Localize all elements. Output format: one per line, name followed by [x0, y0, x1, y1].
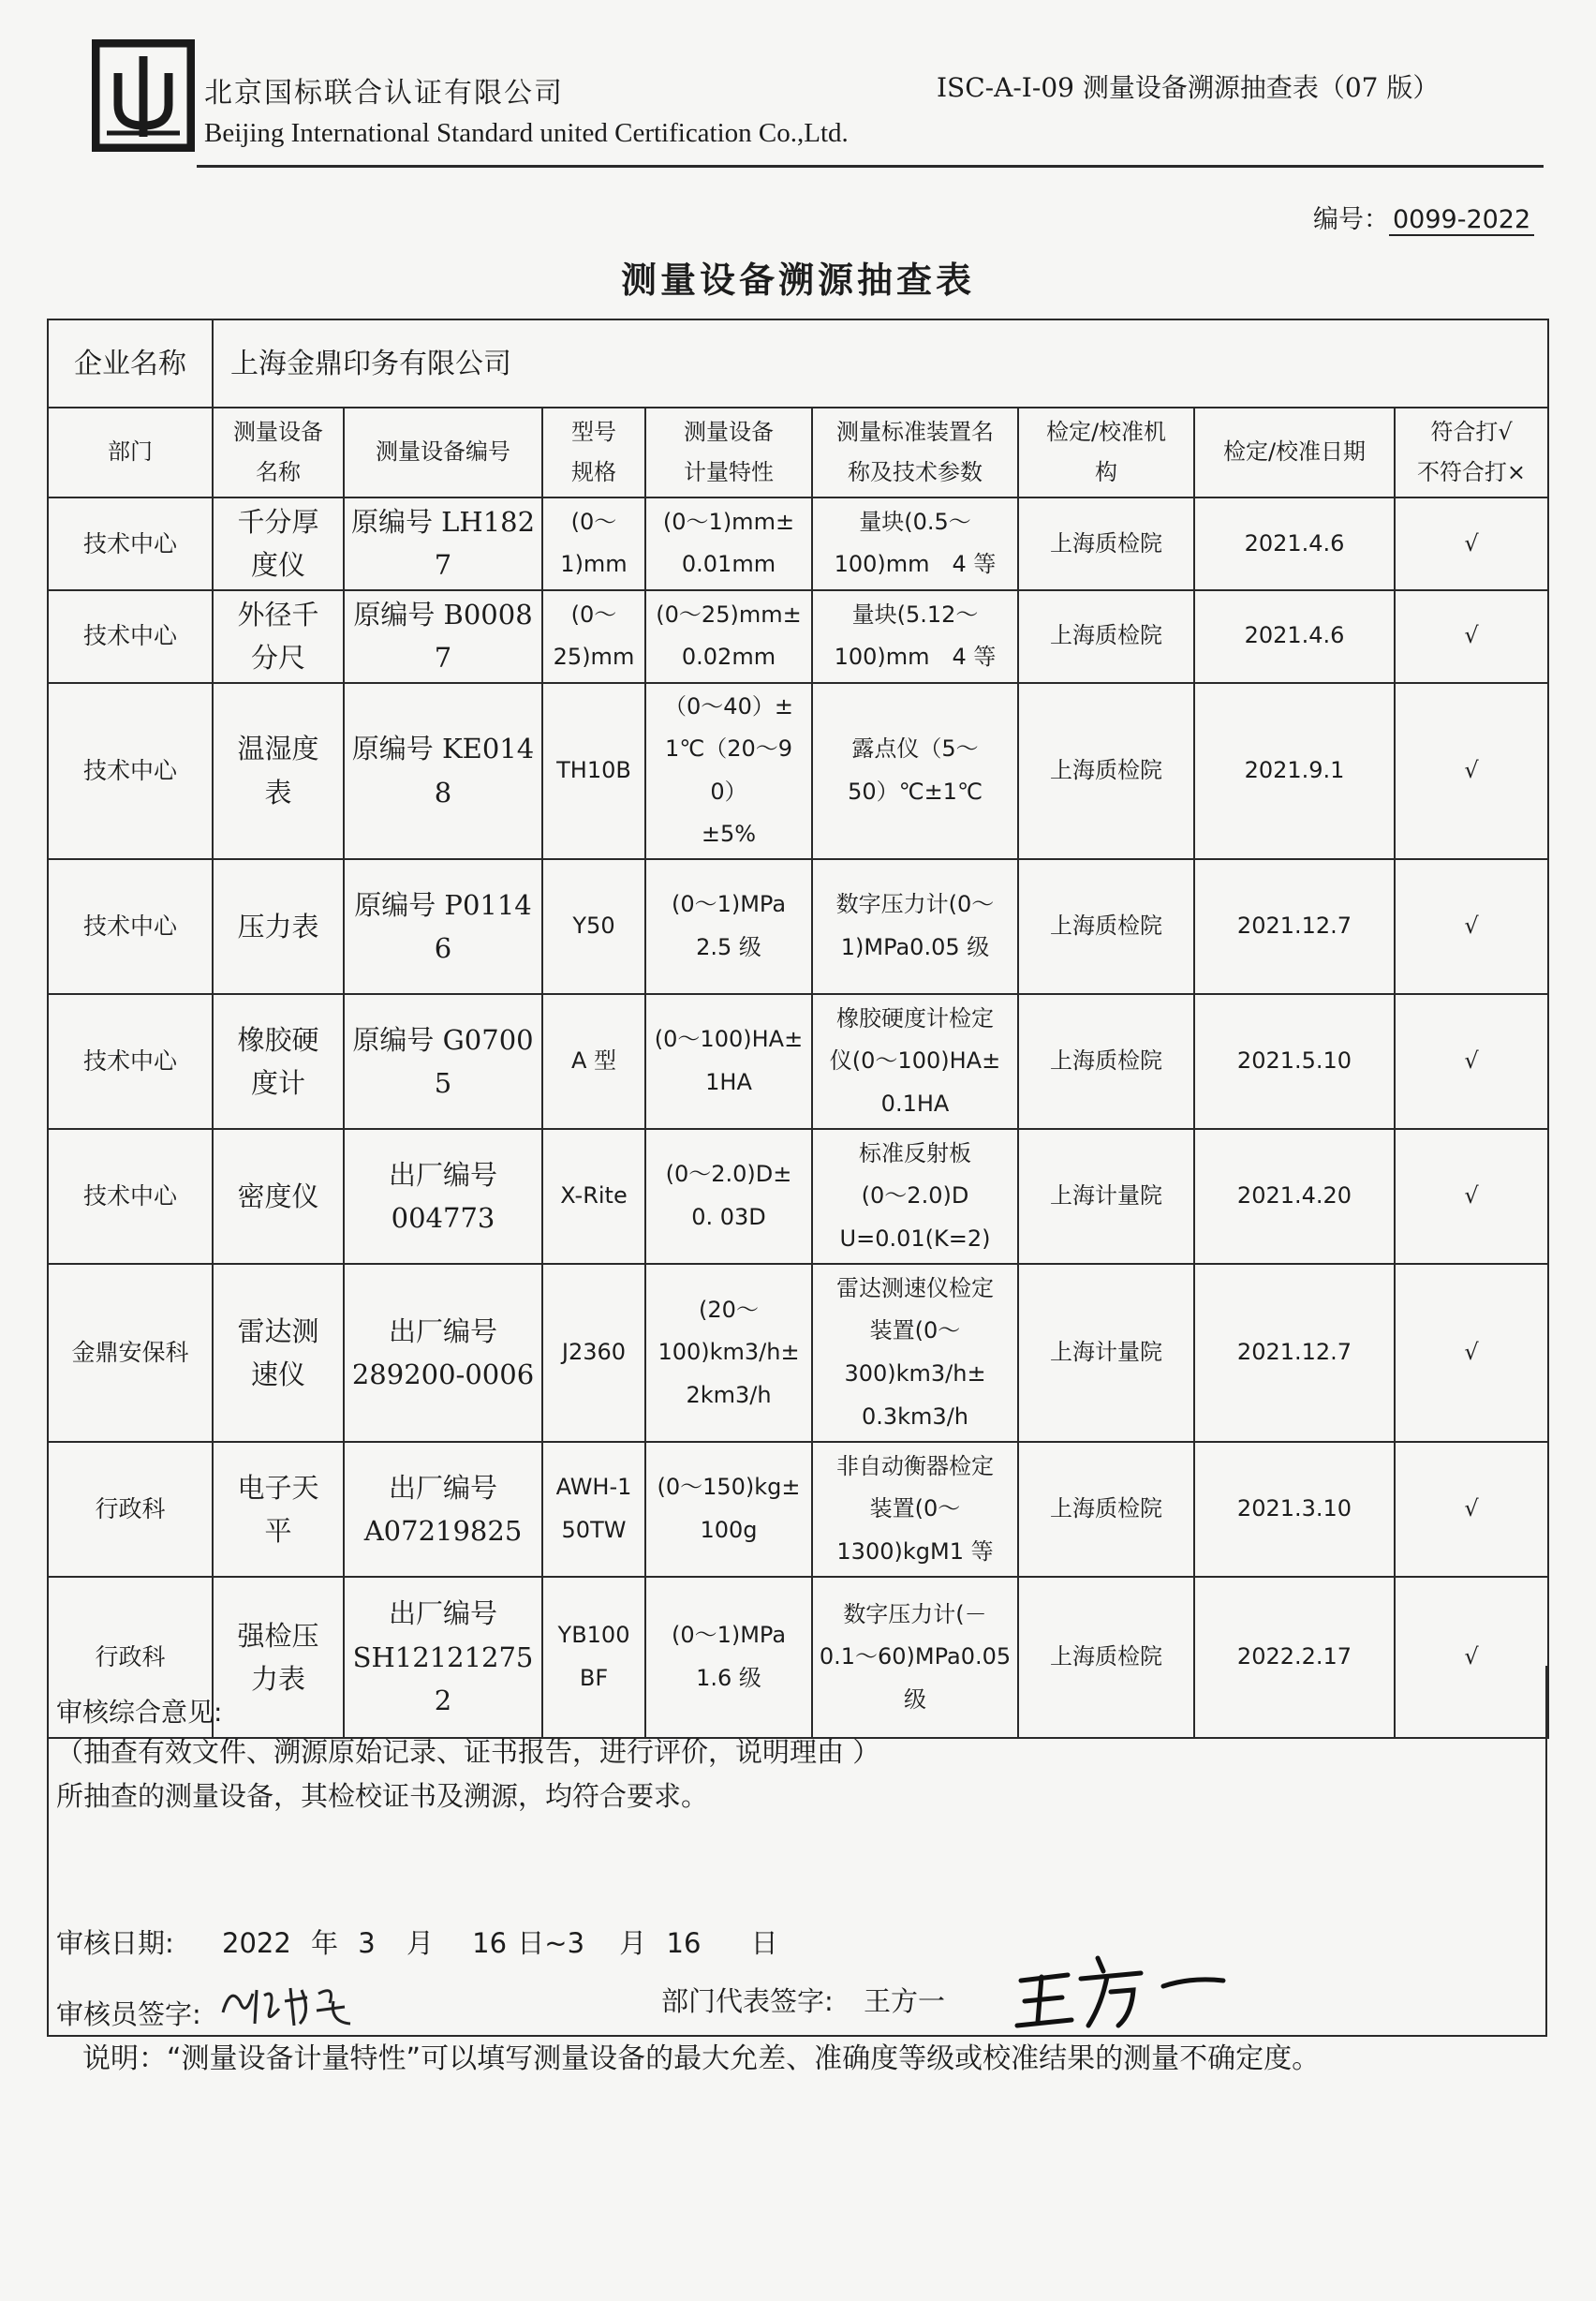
page-title: 测量设备溯源抽查表 [620, 260, 975, 301]
cell-check: √ [1395, 683, 1548, 859]
cell-institution: 上海质检院 [1018, 497, 1194, 590]
enterprise-row [48, 319, 1548, 408]
table-row [48, 497, 1548, 590]
cell-name: 电子天 平 [213, 1442, 344, 1577]
header-check: 符合打√ 不符合打× [1395, 408, 1548, 497]
document-code: ISC-A-I-09 测量设备溯源抽查表（07 版） [937, 72, 1440, 103]
cell-institution: 上海质检院 [1018, 1577, 1194, 1738]
cell-date: 2021.12.7 [1194, 1264, 1395, 1442]
equipment-table [47, 319, 1549, 1739]
cell-institution: 上海质检院 [1018, 590, 1194, 683]
cell-code: 原编号 G07005 [344, 994, 542, 1129]
header-code: 测量设备编号 [344, 408, 542, 497]
cell-spec: X-Rite [542, 1129, 645, 1264]
table-row [48, 590, 1548, 683]
cell-check: √ [1395, 1442, 1548, 1577]
cell-metrology: (0～25)mm± 0.02mm [645, 590, 812, 683]
cell-check: √ [1395, 497, 1548, 590]
cell-institution: 上海质检院 [1018, 994, 1194, 1129]
dept-rep-signature-image [1013, 1949, 1229, 2033]
date-day-start: 16 [472, 1927, 508, 1959]
date-label: 审核日期: [56, 1927, 174, 1959]
cell-standard: 量块(0.5～ 100)mm 4 等 [812, 497, 1018, 590]
cell-standard: 雷达测速仪检定 装置(0～ 300)km3/h± 0.3km3/h [812, 1264, 1018, 1442]
enterprise-value: 上海金鼎印务有限公司 [213, 319, 1548, 408]
header-divider [197, 165, 1544, 168]
cell-date: 2022.2.17 [1194, 1577, 1395, 1738]
cell-dept: 技术中心 [48, 497, 213, 590]
cell-code: 出厂编号 004773 [344, 1129, 542, 1264]
cell-dept: 技术中心 [48, 859, 213, 994]
cell-spec: A 型 [542, 994, 645, 1129]
cell-name: 外径千 分尺 [213, 590, 344, 683]
serial-number [1313, 199, 1534, 235]
header-standard: 测量标准装置名 称及技术参数 [812, 408, 1018, 497]
header-metrology: 测量设备 计量特性 [645, 408, 812, 497]
cell-spec: J2360 [542, 1264, 645, 1442]
company-name-en: Beijing International Standard united Certification Co.,Ltd. [204, 118, 849, 148]
cell-institution: 上海计量院 [1018, 1264, 1194, 1442]
cell-metrology: (0～1)mm± 0.01mm [645, 497, 812, 590]
footnote: 说明：“测量设备计量特性”可以填写测量设备的最大允差、准确度等级或校准结果的测量不确定度。 [82, 2042, 1321, 2075]
cell-institution: 上海计量院 [1018, 1129, 1194, 1264]
cell-spec: Y50 [542, 859, 645, 994]
cell-dept: 技术中心 [48, 1129, 213, 1264]
date-day-end: 16 [666, 1927, 702, 1959]
cell-code: 出厂编号 289200-0006 [344, 1264, 542, 1442]
cell-code: 原编号 B00087 [344, 590, 542, 683]
cell-code: 原编号 LH1827 [344, 497, 542, 590]
day-unit: 日 [750, 1927, 778, 1959]
cell-date: 2021.9.1 [1194, 683, 1395, 859]
company-name-cn: 北京国标联合认证有限公司 [204, 77, 564, 110]
header-name: 测量设备 名称 [213, 408, 344, 497]
date-month-start: 3 [358, 1927, 376, 1959]
isc-logo-icon [92, 39, 195, 152]
cell-institution: 上海质检院 [1018, 859, 1194, 994]
cell-check: √ [1395, 859, 1548, 994]
month-unit: 月 [406, 1927, 434, 1959]
cell-standard: 量块(5.12～ 100)mm 4 等 [812, 590, 1018, 683]
cell-name: 密度仪 [213, 1129, 344, 1264]
cell-institution: 上海质检院 [1018, 683, 1194, 859]
cell-metrology: (0～150)kg± 100g [645, 1442, 812, 1577]
cell-code: 原编号 KE0148 [344, 683, 542, 859]
cell-date: 2021.4.20 [1194, 1129, 1395, 1264]
cell-check: √ [1395, 1129, 1548, 1264]
cell-date: 2021.4.6 [1194, 497, 1395, 590]
cell-metrology: (0～1)MPa 2.5 级 [645, 859, 812, 994]
cell-code: 原编号 P01146 [344, 859, 542, 994]
dept-rep-signature-label: 部门代表签字: [661, 1985, 834, 2017]
header-dept: 部门 [48, 408, 213, 497]
day-range: 日~3 [517, 1927, 585, 1959]
cell-metrology: (0～100)HA± 1HA [645, 994, 812, 1129]
cell-standard: 数字压力计(0～ 1)MPa0.05 级 [812, 859, 1018, 994]
table-row [48, 683, 1548, 859]
review-title: 审核综合意见: [56, 1697, 223, 1728]
cell-dept: 金鼎安保科 [48, 1264, 213, 1442]
cell-code: 出厂编号 SH121212752 [344, 1577, 542, 1738]
reviewer-signature-label: 审核员签字: [56, 1998, 201, 2030]
enterprise-label: 企业名称 [48, 319, 213, 408]
cell-date: 2021.5.10 [1194, 994, 1395, 1129]
cell-standard: 数字压力计(－ 0.1～60)MPa0.05 级 [812, 1577, 1018, 1738]
table-row [48, 1264, 1548, 1442]
cell-date: 2021.4.6 [1194, 590, 1395, 683]
cell-standard: 标准反射板 (0～2.0)D U=0.01(K=2) [812, 1129, 1018, 1264]
cell-check: √ [1395, 1577, 1548, 1738]
cell-metrology: (0～1)MPa 1.6 级 [645, 1577, 812, 1738]
cell-check: √ [1395, 590, 1548, 683]
cell-institution: 上海质检院 [1018, 1442, 1194, 1577]
cell-code: 出厂编号 A07219825 [344, 1442, 542, 1577]
review-hint: （抽查有效文件、溯源原始记录、证书报告，进行评价，说明理由 ） [56, 1736, 880, 1768]
header-institution: 检定/校准机 构 [1018, 408, 1194, 497]
cell-name: 温湿度 表 [213, 683, 344, 859]
cell-dept: 技术中心 [48, 590, 213, 683]
cell-standard: 非自动衡器检定 装置(0～ 1300)kgM1 等 [812, 1442, 1018, 1577]
cell-date: 2021.12.7 [1194, 859, 1395, 994]
cell-check: √ [1395, 994, 1548, 1129]
cell-metrology: (20～ 100)km3/h± 2km3/h [645, 1264, 812, 1442]
review-conclusion: 所抽查的测量设备，其检校证书及溯源，均符合要求。 [56, 1780, 709, 1812]
cell-check: √ [1395, 1264, 1548, 1442]
cell-dept: 行政科 [48, 1577, 213, 1738]
cell-name: 强检压 力表 [213, 1577, 344, 1738]
serial-label: 编号： [1313, 205, 1389, 234]
cell-date: 2021.3.10 [1194, 1442, 1395, 1577]
cell-metrology: (0～2.0)D± 0. 03D [645, 1129, 812, 1264]
date-year: 2022 [222, 1927, 291, 1959]
header-date: 检定/校准日期 [1194, 408, 1395, 497]
table-row [48, 994, 1548, 1129]
review-date [56, 1922, 778, 1961]
month-unit-end: 月 [619, 1927, 647, 1959]
cell-spec: AWH-1 50TW [542, 1442, 645, 1577]
table-header-row [48, 408, 1548, 497]
cell-dept: 行政科 [48, 1442, 213, 1577]
table-row [48, 1129, 1548, 1264]
cell-spec: TH10B [542, 683, 645, 859]
cell-metrology: （0～40）± 1℃（20～90） ±5% [645, 683, 812, 859]
cell-name: 千分厚 度仪 [213, 497, 344, 590]
reviewer-signature-image [214, 1975, 382, 2031]
cell-dept: 技术中心 [48, 683, 213, 859]
cell-spec: YB100 BF [542, 1577, 645, 1738]
cell-spec: (0～ 25)mm [542, 590, 645, 683]
header-spec: 型号 规格 [542, 408, 645, 497]
cell-standard: 橡胶硬度计检定 仪(0～100)HA± 0.1HA [812, 994, 1018, 1129]
cell-dept: 技术中心 [48, 994, 213, 1129]
cell-name: 橡胶硬 度计 [213, 994, 344, 1129]
year-unit: 年 [311, 1927, 339, 1959]
serial-value: 0099-2022 [1389, 205, 1534, 236]
cell-name: 压力表 [213, 859, 344, 994]
table-row [48, 859, 1548, 994]
cell-name: 雷达测 速仪 [213, 1264, 344, 1442]
cell-spec: (0～ 1)mm [542, 497, 645, 590]
table-row [48, 1442, 1548, 1577]
dept-rep-name: 王方一 [864, 1985, 946, 2017]
cell-standard: 露点仪（5～ 50）℃±1℃ [812, 683, 1018, 859]
